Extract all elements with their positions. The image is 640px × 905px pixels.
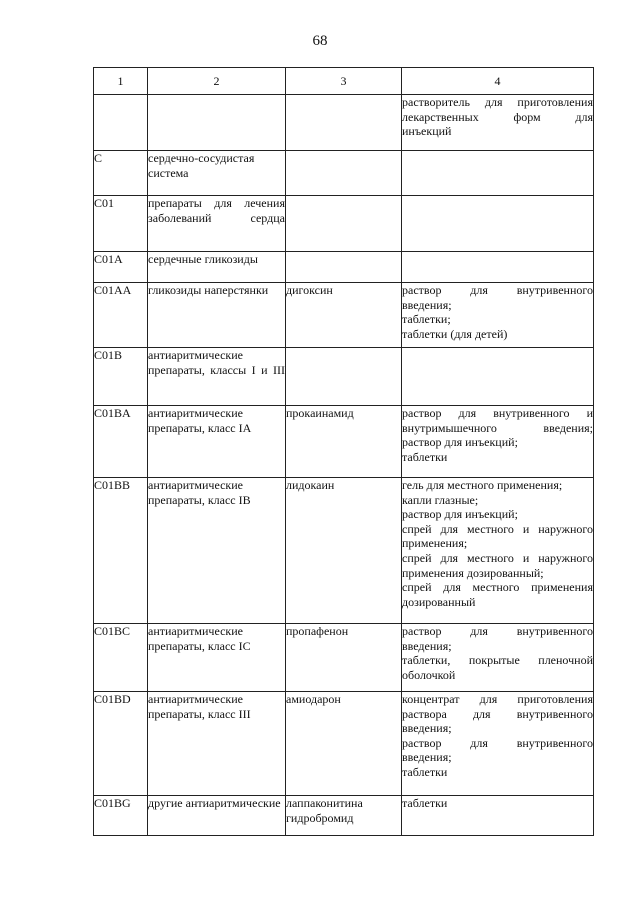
group-cell: антиаритмические препараты, класс III [148, 692, 286, 796]
dosage-form-cell [402, 196, 594, 252]
group-cell [148, 95, 286, 151]
table-row [94, 283, 594, 348]
table-row [94, 348, 594, 406]
table-row [94, 196, 594, 252]
page-number: 68 [312, 33, 328, 49]
atc-code-cell [94, 95, 148, 151]
table-row [94, 95, 594, 151]
column-header: 2 [148, 68, 286, 95]
drug-name-cell: дигоксин [286, 283, 402, 348]
dosage-form-cell [402, 151, 594, 196]
group-cell: препараты для лечения заболеваний сердца [148, 196, 286, 252]
atc-code-cell: C01AA [94, 283, 148, 348]
dosage-form-cell [402, 252, 594, 283]
dosage-form-line: раствор для внутривенного введения; [402, 735, 593, 765]
dosage-form-cell [402, 624, 594, 692]
drug-name-cell: пропафенон [286, 624, 402, 692]
atc-code-cell: C [94, 151, 148, 196]
dosage-form-line: спрей для местного применения дозированный [402, 580, 593, 609]
dosage-form-line: таблетки; [402, 312, 451, 327]
drug-table [93, 67, 594, 836]
column-header: 3 [286, 68, 402, 95]
drug-name-cell [286, 252, 402, 283]
dosage-form-line: таблетки [402, 764, 448, 779]
dosage-form-cell [402, 283, 594, 348]
atc-code-cell: C01BA [94, 406, 148, 478]
dosage-form-line: лекарственных форм для [402, 109, 593, 124]
table-row [94, 478, 594, 624]
drug-name-cell: прокаинамид [286, 406, 402, 478]
dosage-form-line: спрей для местного и наружного применения; [402, 521, 593, 551]
dosage-form-line: инъекций [402, 124, 452, 139]
table-row [94, 151, 594, 196]
column-header: 1 [94, 68, 148, 95]
column-header: 4 [402, 68, 594, 95]
dosage-form-line: гель для местного применения; [402, 478, 563, 492]
drug-name-cell [286, 151, 402, 196]
dosage-form-line: капли глазные; [402, 492, 479, 507]
drug-name-cell: амиодарон [286, 692, 402, 796]
group-cell: другие антиаритмические [148, 796, 286, 836]
dosage-form-line: таблетки (для детей) [402, 326, 508, 341]
dosage-form-line: раствор для инъекций; [402, 435, 518, 450]
table-row [94, 624, 594, 692]
drug-name-cell [286, 95, 402, 151]
table-row [94, 796, 594, 836]
atc-code-cell: C01A [94, 252, 148, 283]
dosage-form-line: таблетки, покрытые пленочной оболочкой [402, 653, 593, 682]
dosage-form-cell [402, 95, 594, 151]
dosage-form-cell [402, 348, 594, 406]
atc-code-cell: C01BB [94, 478, 148, 624]
atc-code-cell: C01BG [94, 796, 148, 836]
dosage-form-cell [402, 478, 594, 624]
dosage-form-line: раствор для внутривенного введения; [402, 283, 593, 312]
group-cell: антиаритмические препараты, классы I и III [148, 348, 286, 406]
group-cell: антиаритмические препараты, класс IB [148, 478, 286, 624]
dosage-form-line: спрей для местного и наружного применения дозированный; [402, 550, 593, 580]
dosage-form-cell [402, 796, 594, 836]
group-cell: гликозиды наперстянки [148, 283, 286, 348]
dosage-form-line: раствор для инъекций; [402, 507, 518, 522]
dosage-form-line: таблетки [402, 796, 448, 810]
drug-name-cell [286, 348, 402, 406]
dosage-form-line: раствор для внутривенного введения; [402, 624, 593, 653]
drug-name-cell: лидокаин [286, 478, 402, 624]
drug-name-cell: лаппаконитина гидробромид [286, 796, 402, 836]
atc-code-cell: C01B [94, 348, 148, 406]
group-cell: антиаритмические препараты, класс IA [148, 406, 286, 478]
group-cell: сердечные гликозиды [148, 252, 286, 283]
atc-code-cell: C01BC [94, 624, 148, 692]
dosage-form-line: растворитель для приготовления [402, 95, 593, 109]
table-row [94, 252, 594, 283]
table-row [94, 406, 594, 478]
group-cell: сердечно-сосудистая система [148, 151, 286, 196]
dosage-form-cell [402, 406, 594, 478]
group-cell: антиаритмические препараты, класс IC [148, 624, 286, 692]
dosage-form-cell [402, 692, 594, 796]
dosage-form-line: таблетки [402, 449, 448, 464]
atc-code-cell: C01 [94, 196, 148, 252]
drug-name-cell [286, 196, 402, 252]
dosage-form-line: концентрат для приготовления раствора для внутривенного введения; [402, 692, 593, 736]
table-row [94, 692, 594, 796]
atc-code-cell: C01BD [94, 692, 148, 796]
table-header-row [94, 68, 594, 95]
dosage-form-line: раствор для внутривенного и внутримышечного введения; [402, 406, 593, 435]
